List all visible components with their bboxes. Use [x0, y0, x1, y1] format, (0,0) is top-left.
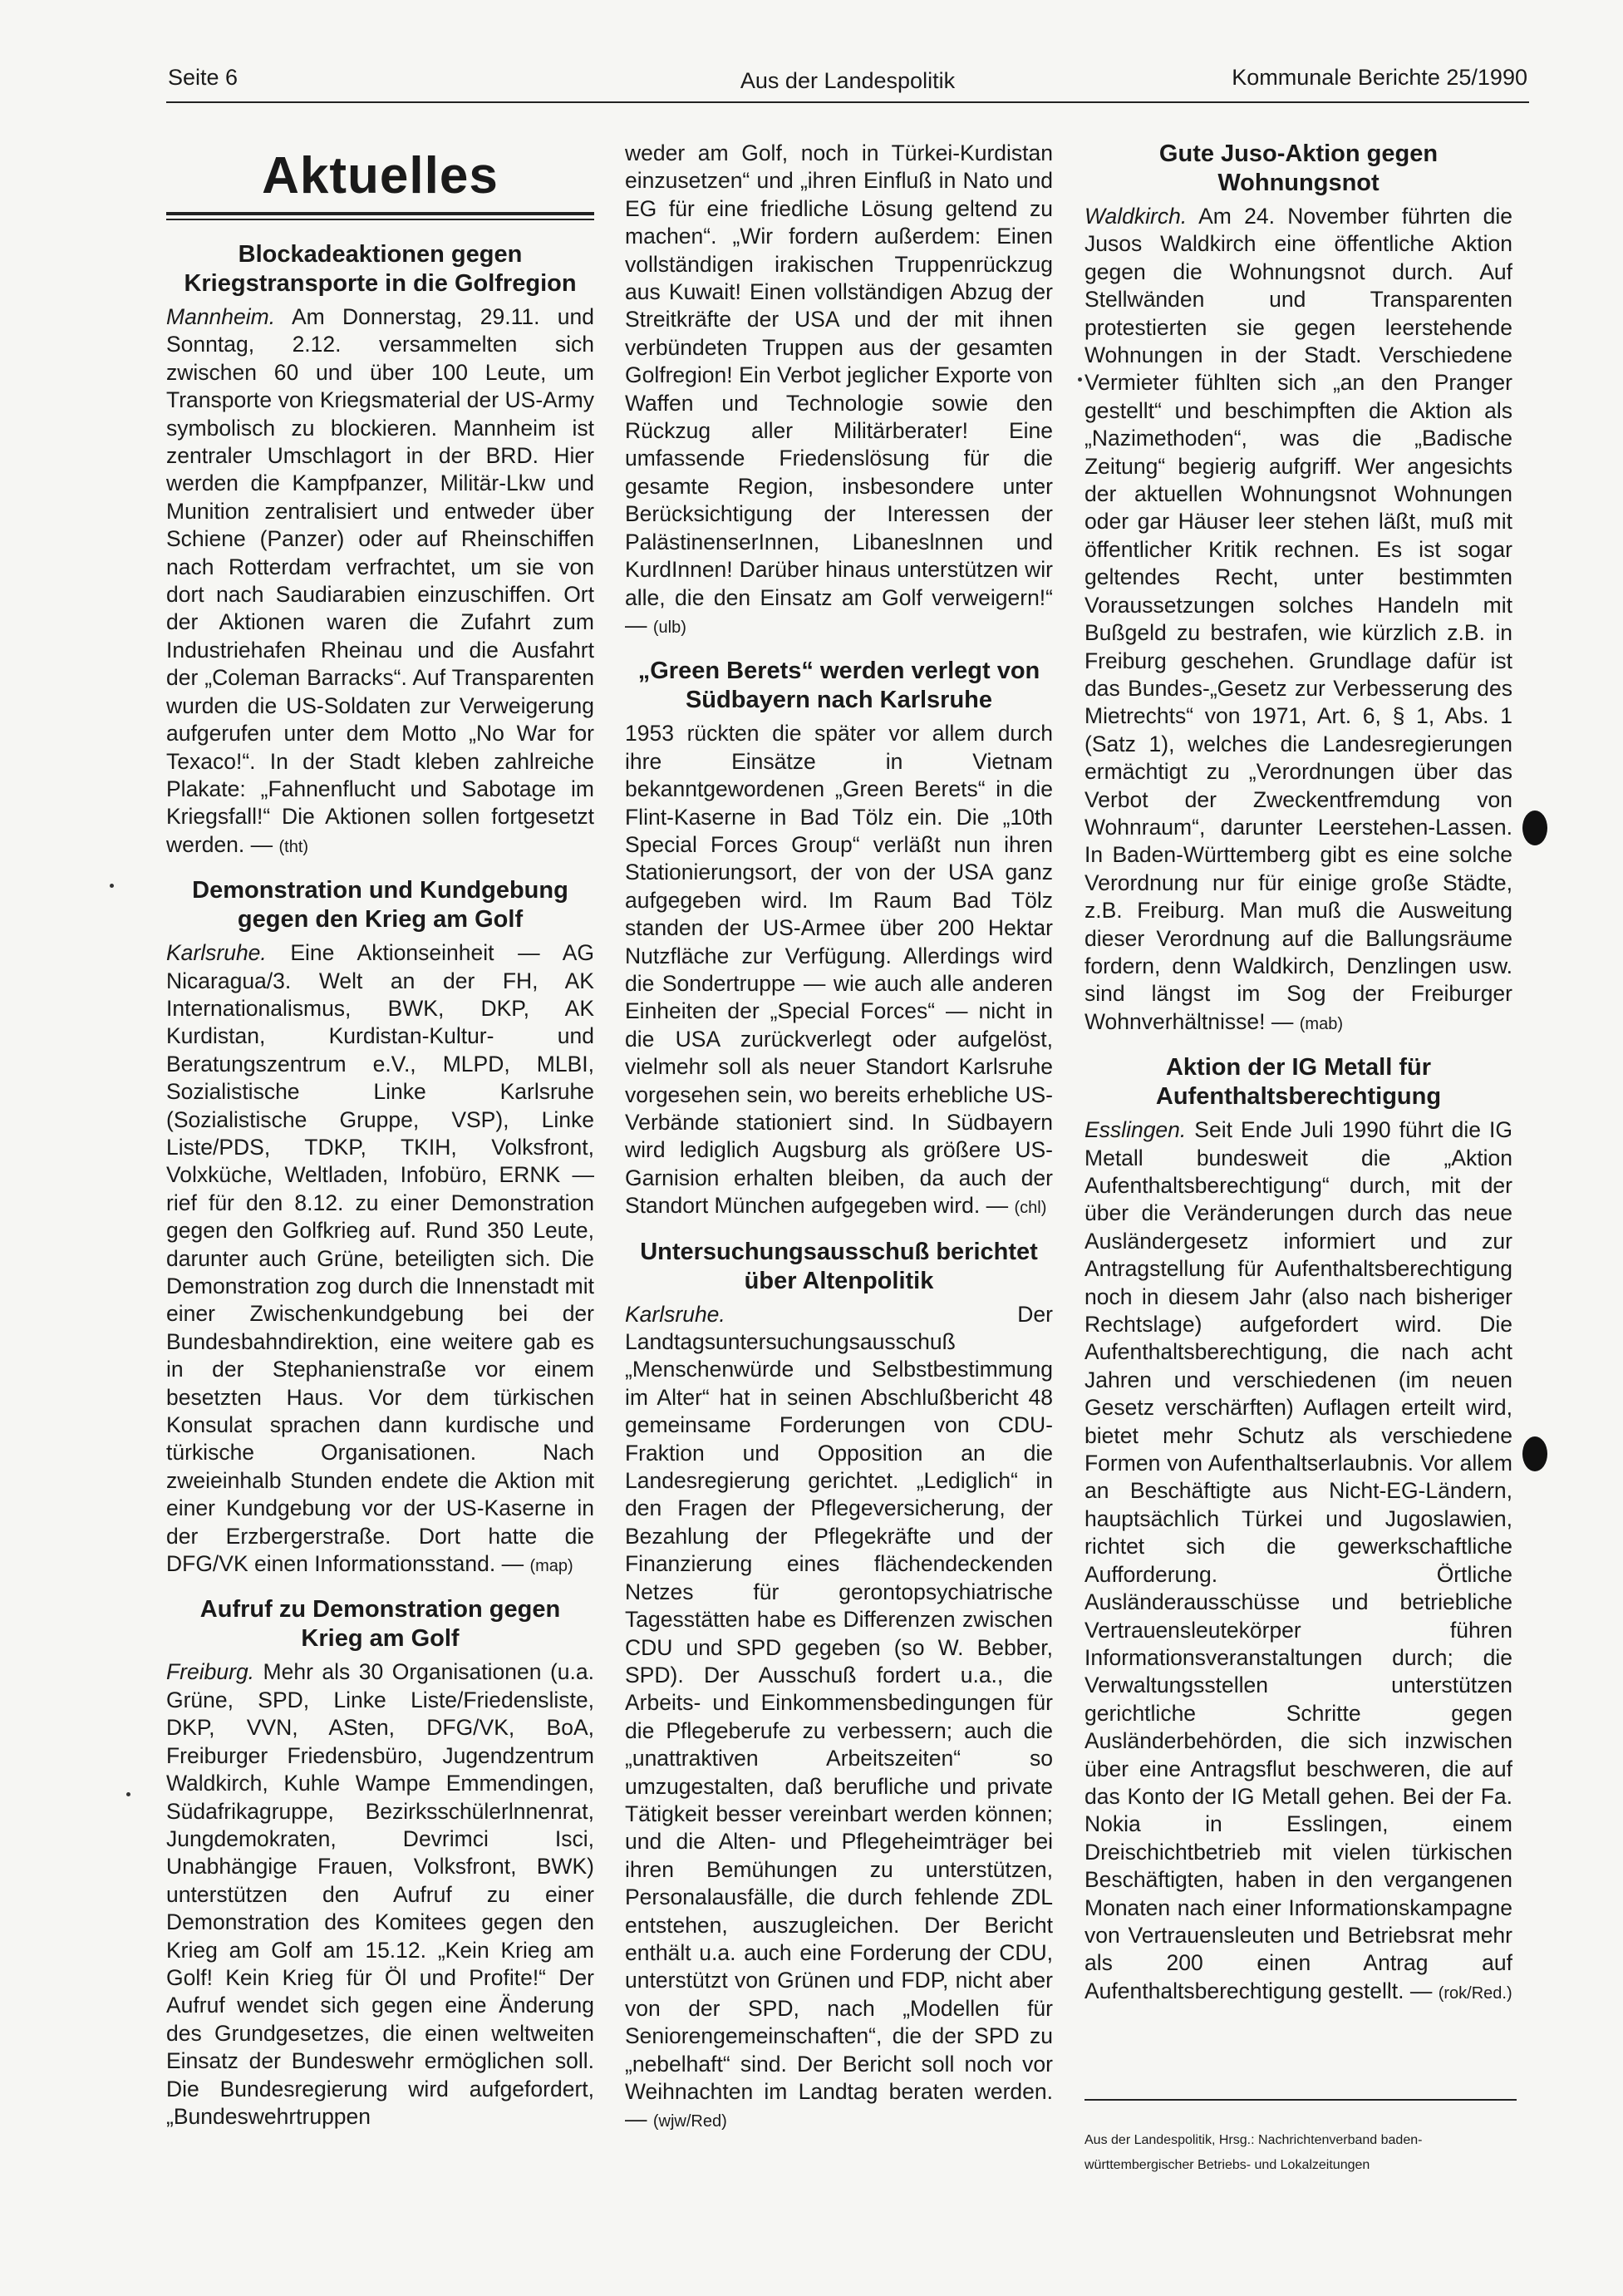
article-place: Freiburg.: [166, 1659, 255, 1685]
article-green-berets: [625, 657, 1053, 1222]
article-blockadeaktionen: [166, 240, 594, 861]
footer-divider: [1084, 2099, 1517, 2101]
article-body: [166, 1658, 594, 2131]
article-body: [1084, 203, 1512, 1038]
article-title: Blockadeaktionen gegen Kriegstransporte in die Golfregion: [184, 241, 577, 297]
article-signature: (map): [529, 1557, 573, 1576]
article-signature: (tht): [278, 837, 309, 856]
article-place: Mannheim.: [166, 304, 276, 329]
article-signature: (wjw/Red): [652, 2112, 727, 2131]
article-title: Untersuchungsausschuß berichtet über Altenpolitik: [640, 1238, 1038, 1294]
article-untersuchungsausschuss: [625, 1238, 1053, 2136]
speck: [1078, 377, 1082, 382]
article-text: Mehr als 30 Organisationen (u.a. Grüne, SPD, Linke Liste/Friedensliste, DKP, VVN, ASten, DFG/VK, BoA, Freiburger Friedensbüro, Jugendzentrum Waldkirch, Kuhle Wampe Emmendingen, Südafrikagruppe, Bezirksschülerlnnenrat, Jungdemokraten, Devrimci Isci, Unabhängige Frauen, Volksfront, BWK) unterstützen den Aufruf zu einer Demonstration des Komitees gegen den Krieg am Golf am 15.12. „Kein Krieg am Golf! Kein Krieg für Öl und Profite!“ Der Aufruf wendet sich gegen eine Änderung des Grundgesetzes, die einen weltweiten Einsatz der Bundeswehr ermöglichen soll. Die Bundesregierung wird aufgefordert, „Bundeswehrtruppen: [166, 1659, 594, 2129]
article-body: [625, 1301, 1053, 2136]
article-text: Am 24. November führten die Jusos Waldkirch eine öffentliche Aktion gegen die Wohnungsnot durch. Auf Stellwänden und Transparenten protestierten sie gegen leerstehende Wohnungen in der Stadt. Verschiedene Vermieter fühlten sich „an den Pranger gestellt“ und beschimpften die Aktion als „Nazimethoden“, was die „Badische Zeitung“ begierig aufgriff. Wer angesichts der aktuellen Wohnungsnot Wohnungen oder gar Häuser leer stehen läßt, muß mit öffentlicher Kritik rechnen. Es ist sogar geltendes Recht, unter bestimmten Voraussetzungen solches Handeln mit Bußgeld zu bestrafen, wie kürzlich z.B. in Freiburg geschehen. Grundlage dafür ist das Bundes-„Gesetz zur Verbesserung des Mietrechts“ von 1971, Art. 6, § 1, Abs. 1 (Satz 1), welches die Landesregierungen ermächtigt zu „Verordnungen über das Verbot der Zweckentfremdung von Wohnraum“, darunter Leerstehen-Lassen. In Baden-Württemberg gibt es eine solche Verordnung nur für einige große Städte, z.B. Freiburg. Man muß die Ausweitung dieser Verordnung auf die Ballungsräume fordern, denn Waldkirch, Denzlingen usw. sind längst im Sog der Freiburger Wohnverhältnisse! —: [1084, 204, 1512, 1034]
article-title: Demonstration und Kundgebung gegen den Krieg am Golf: [192, 877, 568, 934]
article-body: [166, 939, 594, 1580]
article-place: Karlsruhe.: [166, 940, 267, 966]
article-demonstration-karlsruhe: [166, 876, 594, 1580]
article-signature: (ulb): [652, 618, 686, 637]
page-number: Seite 6: [168, 65, 239, 90]
column-3: [1084, 140, 1512, 2023]
speck: [126, 1792, 130, 1796]
article-body: [625, 140, 1053, 642]
punch-hole: [1522, 810, 1547, 845]
article-text: weder am Golf, noch in Türkei-Kurdistan einzusetzen“ und „ihren Einfluß in Nato und EG für eine friedliche Lösung geltend zu machen“. „Wir fordern außerdem: Einen vollständigen irakischen Truppenrückzug aus Kuwait! Einen vollständigen Abzug der Streitkräfte der USA und der mit ihnen verbündeten Truppen aus der gesamten Golfregion! Ein Verbot jeglicher Exporte von Waffen und Technologie sowie den Rückzug aller Militärberater! Eine umfassende Friedenslösung für die gesamte Region, insbesondere unter Berücksichtigung der Interessen der PalästinenserInnen, Libaneslnnen und KurdInnen! Darüber hinaus unterstützen wir alle, die den Einsatz am Golf verweigern!“ —: [625, 140, 1053, 638]
page-header: [166, 60, 1529, 103]
article-signature: (chl): [1014, 1199, 1047, 1218]
rubric-title: Aktuelles: [166, 146, 594, 215]
article-text: Seit Ende Juli 1990 führt die IG Metall bundesweit die „Aktion Aufenthaltsberechtigung“ durch, mit der über die Veränderungen durch das neue Ausländergesetz informiert und zur Antragstellung für Aufenthaltsberechtigung noch in diesem Jahr (also nach bisheriger Rechtslage) aufgefordert wird. Die Aufenthaltsberechtigung, die nach acht Jahren und verschiedenen (im neuen Gesetz verschärften) Auflagen erteilt wird, bietet mehr Schutz als verschiedene Formen von Aufenthaltserlaubnis. Vor allem an Beschäftigte aus Nicht-EG-Ländern, hauptsächlich Türkei und Jugoslawien, richtet sich die gewerkschaftliche Aufforderung. Örtliche Ausländerausschüsse und betriebliche Vertrauensleutekörper führen Informationsveranstaltungen durch; die Verwaltungsstellen unterstützen gerichtliche Schritte gegen Ausländerbehörden, die sich inzwischen über eine Antragsflut beschweren, die auf das Konto der IG Metall gehen. Bei der Fa. Nokia in Esslingen, einem Dreischichtbetrieb mit vielen türkischen Beschäftigten, haben in den vergangenen Monaten nach einer Informationskampagne von Vertrauensleuten und Betriebsrat mehr als 200 einen Antrag auf Aufenthaltsberechtigung gestellt. —: [1084, 1117, 1512, 2003]
article-title: Aktion der IG Metall für Aufenthaltsberechtigung: [1155, 1054, 1442, 1111]
article-place: Waldkirch.: [1084, 204, 1188, 229]
article-text: Der Landtagsuntersuchungsausschuß „Menschenwürde und Selbstbestimmung im Alter“ hat in seinen Abschlußbericht 48 gemeinsame Forderungen von CDU-Fraktion und Opposition an die Landesregierung gerichtet. „Lediglich“ in den Fragen der Pflegeversicherung, der Bezahlung der Pflegekräfte und der Finanzierung eines flächendeckenden Netzes für gerontopsychiatrische Tagesstätten habe es Differenzen zwischen CDU und SPD gegeben (so W. Bebber, SPD). Der Ausschuß fordert u.a., die Arbeits- und Einkommensbedingungen für die Pflegeberufe zu verbessern; auch die „unattraktiven Arbeitszeiten“ so umzugestalten, daß berufliche und private Tätigkeit besser vereinbart werden können; und die Alten- und Pflegeheimträger bei ihren Bemühungen zu unterstützen, Personalausfälle, die durch fehlende ZDL entstehen, auszugleichen. Der Bericht enthält u.a. auch eine Forderung der CDU, unterstützt von Grünen und FDP, nicht aber von der SPD, nach „Modellen für Seniorengemeinschaften“, die der SPD zu „nebelhaft“ sind. Der Bericht soll noch vor Weihnachten im Landtag beraten werden. —: [625, 1301, 1053, 2132]
article-signature: (rok/Red.): [1438, 1983, 1512, 2003]
rubric-rule: [166, 219, 594, 220]
article-title: Aufruf zu Demonstration gegen Krieg am Golf: [199, 1596, 561, 1653]
article-place: Esslingen.: [1084, 1117, 1187, 1143]
article-signature: (mab): [1299, 1014, 1343, 1033]
publisher-note: Aus der Landespolitik, Hrsg.: Nachrichtenverband baden-württembergischer Betriebs- und Lokalzeitungen: [1084, 2133, 1423, 2172]
article-aufruf-freiburg-continued: [625, 140, 1053, 642]
article-title: „Green Berets“ werden verlegt von Südbayern nach Karlsruhe: [637, 658, 1040, 714]
article-juso-aktion: [1084, 140, 1512, 1038]
article-place: Karlsruhe.: [625, 1301, 725, 1327]
speck: [110, 884, 114, 888]
column-2: [625, 140, 1053, 2151]
issue-label: Kommunale Berichte 25/1990: [1232, 65, 1527, 90]
article-title: Gute Juso-Aktion gegen Wohnungsnot: [1158, 140, 1439, 196]
article-body: [625, 720, 1053, 1222]
article-text: Eine Aktionseinheit — AG Nicaragua/3. Welt an der FH, AK Internationalismus, BWK, DKP, AK Kurdistan, Kurdistan-Kultur- und Beratungszentrum e.V., MLPD, MLBI, Sozialistische Linke Karlsruhe (Sozialistische Gruppe, VSP), Linke Liste/PDS, TDKP, TKIH, Volksfront, Volxküche, Weltladen, Infobüro, ERNK — rief für den 8.12. zu einer Demonstration gegen den Golfkrieg auf. Rund 350 Leute, darunter auch Grüne, beteiligten sich. Die Demonstration zog durch die Innenstadt mit einer Zwischenkundgebung bei der Bundesbahndirektion, eine weitere gab es in der Stephanienstraße vor einem besetzten Haus. Vor dem türkischen Konsulat sprachen dann kurdische und türkische Organisationen. Nach zweieinhalb Stunden endete die Aktion mit einer Kundgebung vor der US-Kaserne in der Erzbergerstraße. Dort hatte die DFG/VK einen Informationsstand. —: [166, 940, 594, 1577]
article-ig-metall: [1084, 1053, 1512, 2008]
punch-hole: [1522, 1436, 1547, 1471]
article-text: Am Donnerstag, 29.11. und Sonntag, 2.12. versammelten sich zwischen 60 und über 100 Leute, um Transporte von Kriegsmaterial der US-Army symbolisch zu blockieren. Mannheim ist zentraler Umschlagort in der BRD. Hier werden die Kampfpanzer, Militär-Lkw und Munition zentralisiert und entweder über Schiene (Panzer) oder auf Rheinschiffen nach Rotterdam verfrachtet, um sie von dort nach Saudiarabien einzuschiffen. Ort der Aktionen waren die Zufahrt zum Industriehafen Rheinau und die Ausfahrt der „Coleman Barracks“. Auf Transparenten wurden die US-Soldaten zur Verweigerung aufgerufen unter dem Motto „No War for Texaco!“. In der Stadt kleben zahlreiche Plakate: „Fahnenflucht und Sabotage im Kriegsfall!“ Die Aktionen sollen fortgesetzt werden. —: [166, 304, 594, 857]
article-body: [1084, 1116, 1512, 2008]
article-body: [166, 303, 594, 861]
article-text: 1953 rückten die später vor allem durch ihre Einsätze in Vietnam bekanntgewordenen „Green Berets“ in die Flint-Kaserne in Bad Tölz ein. Die „10th Special Forces Group“ verläßt nun ihren Stationierungsort, der von der USA ganz aufgegeben wird. Im Raum Bad Tölz standen der US-Armee über 200 Hektar Nutzfläche zur Verfügung. Allerdings wird die Sondertruppe — wie auch alle anderen Einheiten der „Special Forces“ — nicht in die USA zurückverlegt oder aufgelöst, vielmehr soll als neuer Standort Karlsruhe vorgesehen sein, wo bereits erhebliche US-Verbände stationiert sind. In Südbayern wird lediglich Augsburg als größere US-Garnision erhalten bleiben, da auch der Standort München aufgegeben wird. —: [625, 721, 1053, 1219]
article-aufruf-freiburg: [166, 1595, 594, 2131]
section-title: Aus der Landespolitik: [740, 68, 956, 93]
column-1: [166, 140, 594, 2146]
